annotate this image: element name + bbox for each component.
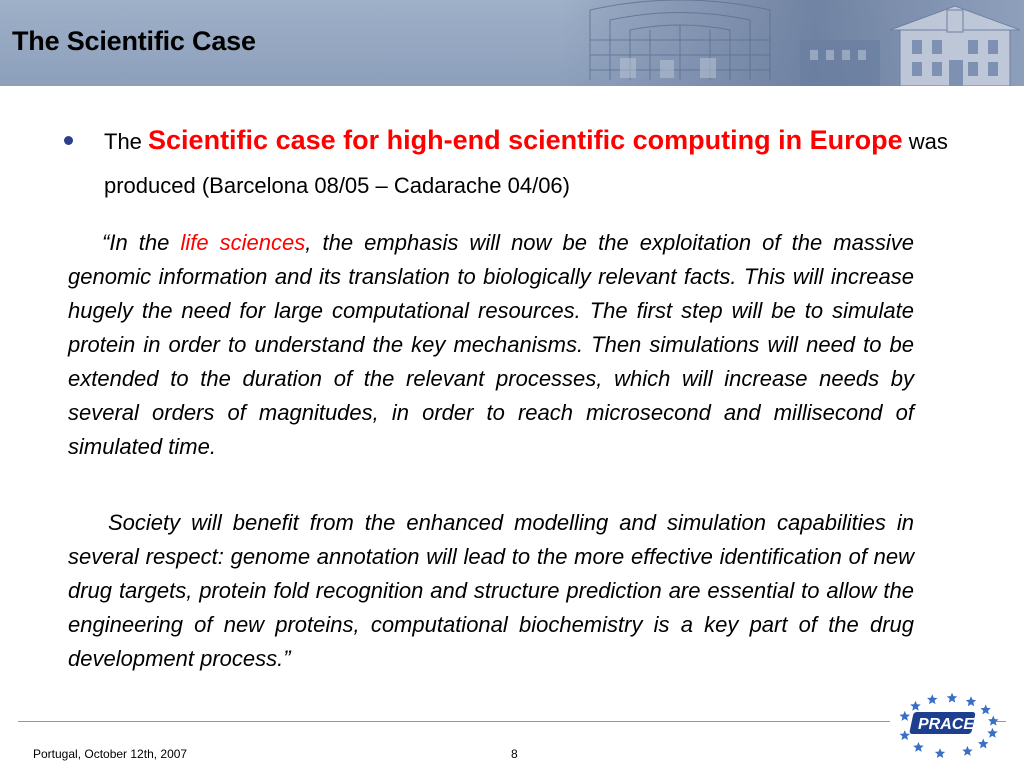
bullet-text (104, 118, 964, 208)
logo-star-icon (962, 746, 973, 756)
logo-star-icon (978, 739, 989, 749)
bullet-dot-icon (64, 136, 73, 145)
header-building-photo (560, 0, 1024, 86)
logo-star-icon (981, 704, 991, 714)
bullet-prefix: The (104, 129, 149, 154)
logo-star-icon (900, 730, 911, 740)
logo-star-icon (947, 693, 957, 703)
logo-star-icon (935, 748, 945, 758)
logo-text: PRACE (917, 716, 975, 733)
quote1-after: , the emphasis will now be the exploitation of the massive genomic information and its translation to biologically relevant facts. This will increase hugely the need for large computational resources. The first step will be to simulate protein in order to understand the key mechanisms. Then simulations will need to be extended to the duration of the relevant processes, which will increase needs by several orders of magnitudes, in order to reach microsecond and millisecond of simulated time. (68, 230, 914, 459)
footer-divider (18, 721, 890, 722)
logo-star-icon (900, 711, 911, 721)
bullet-highlight: Scientific case for high-end scientific computing in Europe (148, 125, 903, 155)
logo-star-icon (988, 716, 998, 726)
quote-paragraph-life-sciences (68, 226, 914, 464)
prace-logo-graphic (890, 692, 1000, 766)
page-number: 8 (511, 747, 518, 761)
logo-star-icon (966, 696, 976, 706)
bullet-suffix: was produced (Barcelona 08/05 – Cadarache 04/06) (104, 129, 948, 198)
logo-star-icon (927, 694, 938, 704)
logo-star-icon (913, 742, 924, 752)
quote-paragraph-society: Society will benefit from the enhanced modelling and simulation capabilities in several respect: genome annotation will lead to the more effective identification of new drug targets, protein fold recognition and structure prediction are essential to allow the engineering of new proteins, computational biochemistry is a key part of the drug development process.” (68, 510, 914, 671)
quote1-highlight: life sciences (180, 230, 306, 255)
footer-location-date: Portugal, October 12th, 2007 (33, 747, 188, 761)
logo-star-icon (987, 728, 998, 738)
slide-title: The Scientific Case (12, 26, 256, 56)
prace-logo (890, 692, 1000, 766)
logo-star-icon (910, 701, 921, 711)
building-photo-graphic (560, 0, 1024, 86)
quote1-before: “In the (102, 230, 181, 255)
header-banner (0, 0, 1024, 86)
